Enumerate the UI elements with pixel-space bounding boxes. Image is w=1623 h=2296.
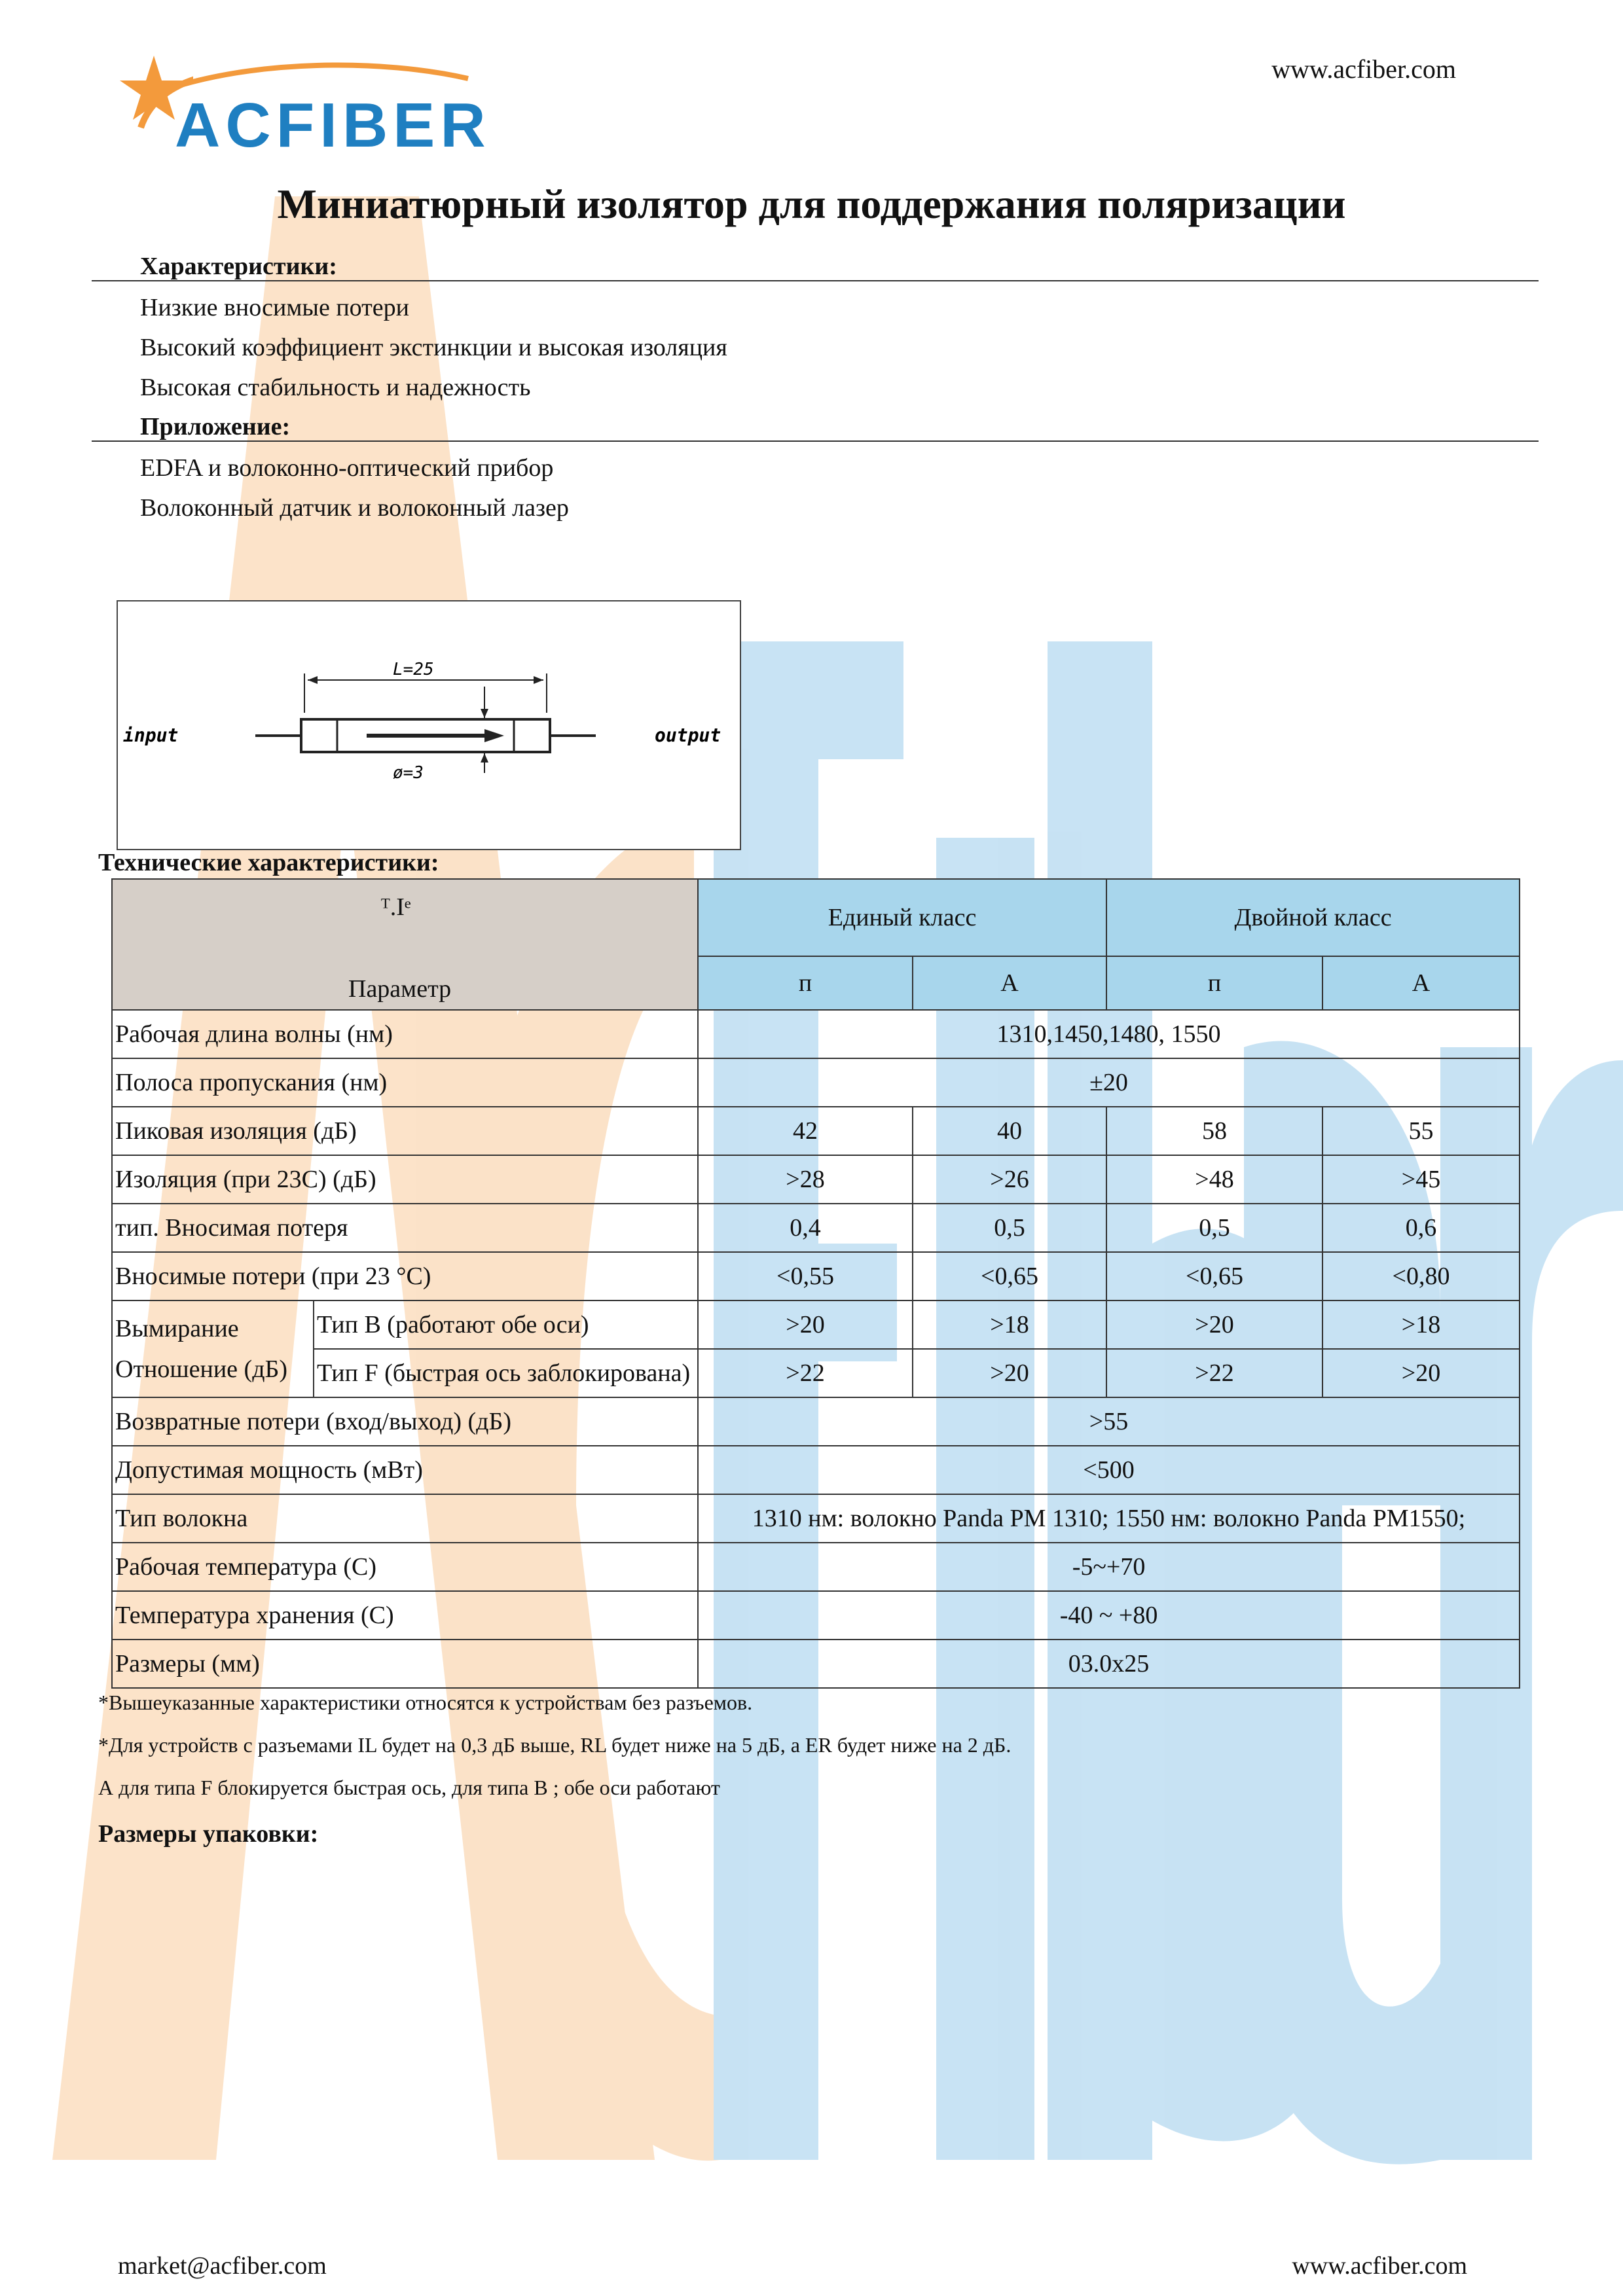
row-value: -5~+70 (698, 1543, 1520, 1591)
header-url[interactable]: www.acfiber.com (1271, 54, 1456, 84)
row-label: Вносимые потери (при 23 °C) (112, 1252, 698, 1300)
row-value: -40 ~ +80 (698, 1591, 1520, 1640)
application-divider (92, 440, 1539, 442)
isolator-drawing (117, 600, 741, 850)
row-value: 1310 нм: волокно Panda PM 1310; 1550 нм: волокно Panda PM1550; (698, 1494, 1520, 1543)
input-label: input (123, 725, 179, 746)
feature-item: Низкие вносимые потери (140, 294, 409, 321)
row-value: >18 (913, 1300, 1106, 1349)
table-row (112, 1058, 1520, 1107)
footer-email[interactable]: market@acfiber.com (118, 2252, 327, 2280)
row-label: Изоляция (при 23С) (дБ) (112, 1155, 698, 1204)
table-row (112, 1397, 1520, 1446)
row-value: >22 (698, 1349, 913, 1397)
row-value: ±20 (698, 1058, 1520, 1107)
table-row (112, 1543, 1520, 1591)
length-label: L=25 (393, 660, 434, 679)
row-value: >55 (698, 1397, 1520, 1446)
subheader-cell: п (1106, 956, 1322, 1010)
row-value: >26 (913, 1155, 1106, 1204)
packaging-heading: Размеры упаковки: (98, 1820, 319, 1848)
row-label: Размеры (мм) (112, 1640, 698, 1688)
row-label: Пиковая изоляция (дБ) (112, 1107, 698, 1155)
row-value: <0,80 (1322, 1252, 1520, 1300)
table-row (112, 1446, 1520, 1494)
row-value: 58 (1106, 1107, 1322, 1155)
application-item: Волоконный датчик и волоконный лазер (140, 494, 569, 522)
row-value: <500 (698, 1446, 1520, 1494)
diameter-label: ø=3 (393, 763, 424, 783)
row-value: >20 (1322, 1349, 1520, 1397)
row-value: <0,65 (1106, 1252, 1322, 1300)
row-label: Рабочая длина волны (нм) (112, 1010, 698, 1058)
footer-url[interactable]: www.acfiber.com (1292, 2252, 1467, 2280)
table-row (112, 1155, 1520, 1204)
row-value: >20 (1106, 1300, 1322, 1349)
row-value: 0,5 (913, 1204, 1106, 1252)
row-value: <0,55 (698, 1252, 913, 1300)
row-value: >20 (698, 1300, 913, 1349)
note-line: *Вышеуказанные характеристики относятся к устройствам без разъемов. (98, 1691, 753, 1714)
row-label: Допустимая мощность (мВт) (112, 1446, 698, 1494)
row-label: Тип B (работают обе оси) (314, 1300, 698, 1349)
row-label: тип. Вносимая потеря (112, 1204, 698, 1252)
row-value: 03.0x25 (698, 1640, 1520, 1688)
row-label: Полоса пропускания (нм) (112, 1058, 698, 1107)
row-label: Тип F (быстрая ось заблокирована) (314, 1349, 698, 1397)
table-row (112, 1494, 1520, 1543)
row-value: 0,6 (1322, 1204, 1520, 1252)
row-value: >28 (698, 1155, 913, 1204)
row-value: >20 (913, 1349, 1106, 1397)
row-value: 40 (913, 1107, 1106, 1155)
table-row (112, 1204, 1520, 1252)
row-value: >18 (1322, 1300, 1520, 1349)
logo-text: ACFIBER (175, 90, 491, 160)
row-value: 55 (1322, 1107, 1520, 1155)
row-value: 1310,1450,1480, 1550 (698, 1010, 1520, 1058)
subheader-cell: п (698, 956, 913, 1010)
type-label: ᵀ.Iᵉ (381, 893, 411, 921)
row-value: >45 (1322, 1155, 1520, 1204)
row-value: >48 (1106, 1155, 1322, 1204)
specs-heading: Технические характеристики: (98, 849, 439, 876)
table-row (112, 1252, 1520, 1300)
dual-grade-header: Двойной класс (1106, 879, 1520, 956)
acfiber-logo (115, 49, 491, 160)
row-label: Тип волокна (112, 1494, 698, 1543)
table-row (112, 1300, 1520, 1349)
table-header-row (112, 879, 1520, 956)
table-row (112, 1640, 1520, 1688)
application-item: EDFA и волоконно-оптический прибор (140, 454, 554, 482)
spec-table (111, 878, 1520, 1689)
isolator-diagram (118, 601, 740, 849)
document-title: Миниатюрный изолятор для поддержания поляризации (277, 181, 1346, 227)
row-value: >22 (1106, 1349, 1322, 1397)
extinction-label-cell (112, 1300, 314, 1397)
row-label: Температура хранения (C) (112, 1591, 698, 1640)
row-label: Возвратные потери (вход/выход) (дБ) (112, 1397, 698, 1446)
subheader-cell: А (913, 956, 1106, 1010)
row-label: Отношение (дБ) (115, 1355, 288, 1383)
row-label: Рабочая температура (C) (112, 1543, 698, 1591)
feature-item: Высокий коэффициент экстинкции и высокая изоляция (140, 334, 727, 361)
row-label: Вымирание (115, 1315, 239, 1342)
output-label: output (655, 725, 721, 746)
param-label: Параметр (348, 975, 452, 1003)
single-grade-header: Единый класс (698, 879, 1106, 956)
note-line: А для типа F блокируется быстрая ось, для типа В ; обе оси работают (98, 1776, 720, 1799)
table-row (112, 1349, 1520, 1397)
row-value: <0,65 (913, 1252, 1106, 1300)
table-row (112, 1591, 1520, 1640)
application-heading: Приложение: (140, 413, 291, 440)
row-value: 0,4 (698, 1204, 913, 1252)
features-heading: Характеристики: (140, 253, 337, 280)
note-line: *Для устройств с разъемами IL будет на 0,3 дБ выше, RL будет ниже на 5 дБ, а ER будет ниже на 2 дБ. (98, 1733, 1012, 1757)
row-value: 0,5 (1106, 1204, 1322, 1252)
table-row (112, 1010, 1520, 1058)
features-divider (92, 280, 1539, 281)
table-row (112, 1107, 1520, 1155)
feature-item: Высокая стабильность и надежность (140, 374, 531, 401)
subheader-cell: А (1322, 956, 1520, 1010)
row-value: 42 (698, 1107, 913, 1155)
param-header-cell (112, 879, 698, 1010)
